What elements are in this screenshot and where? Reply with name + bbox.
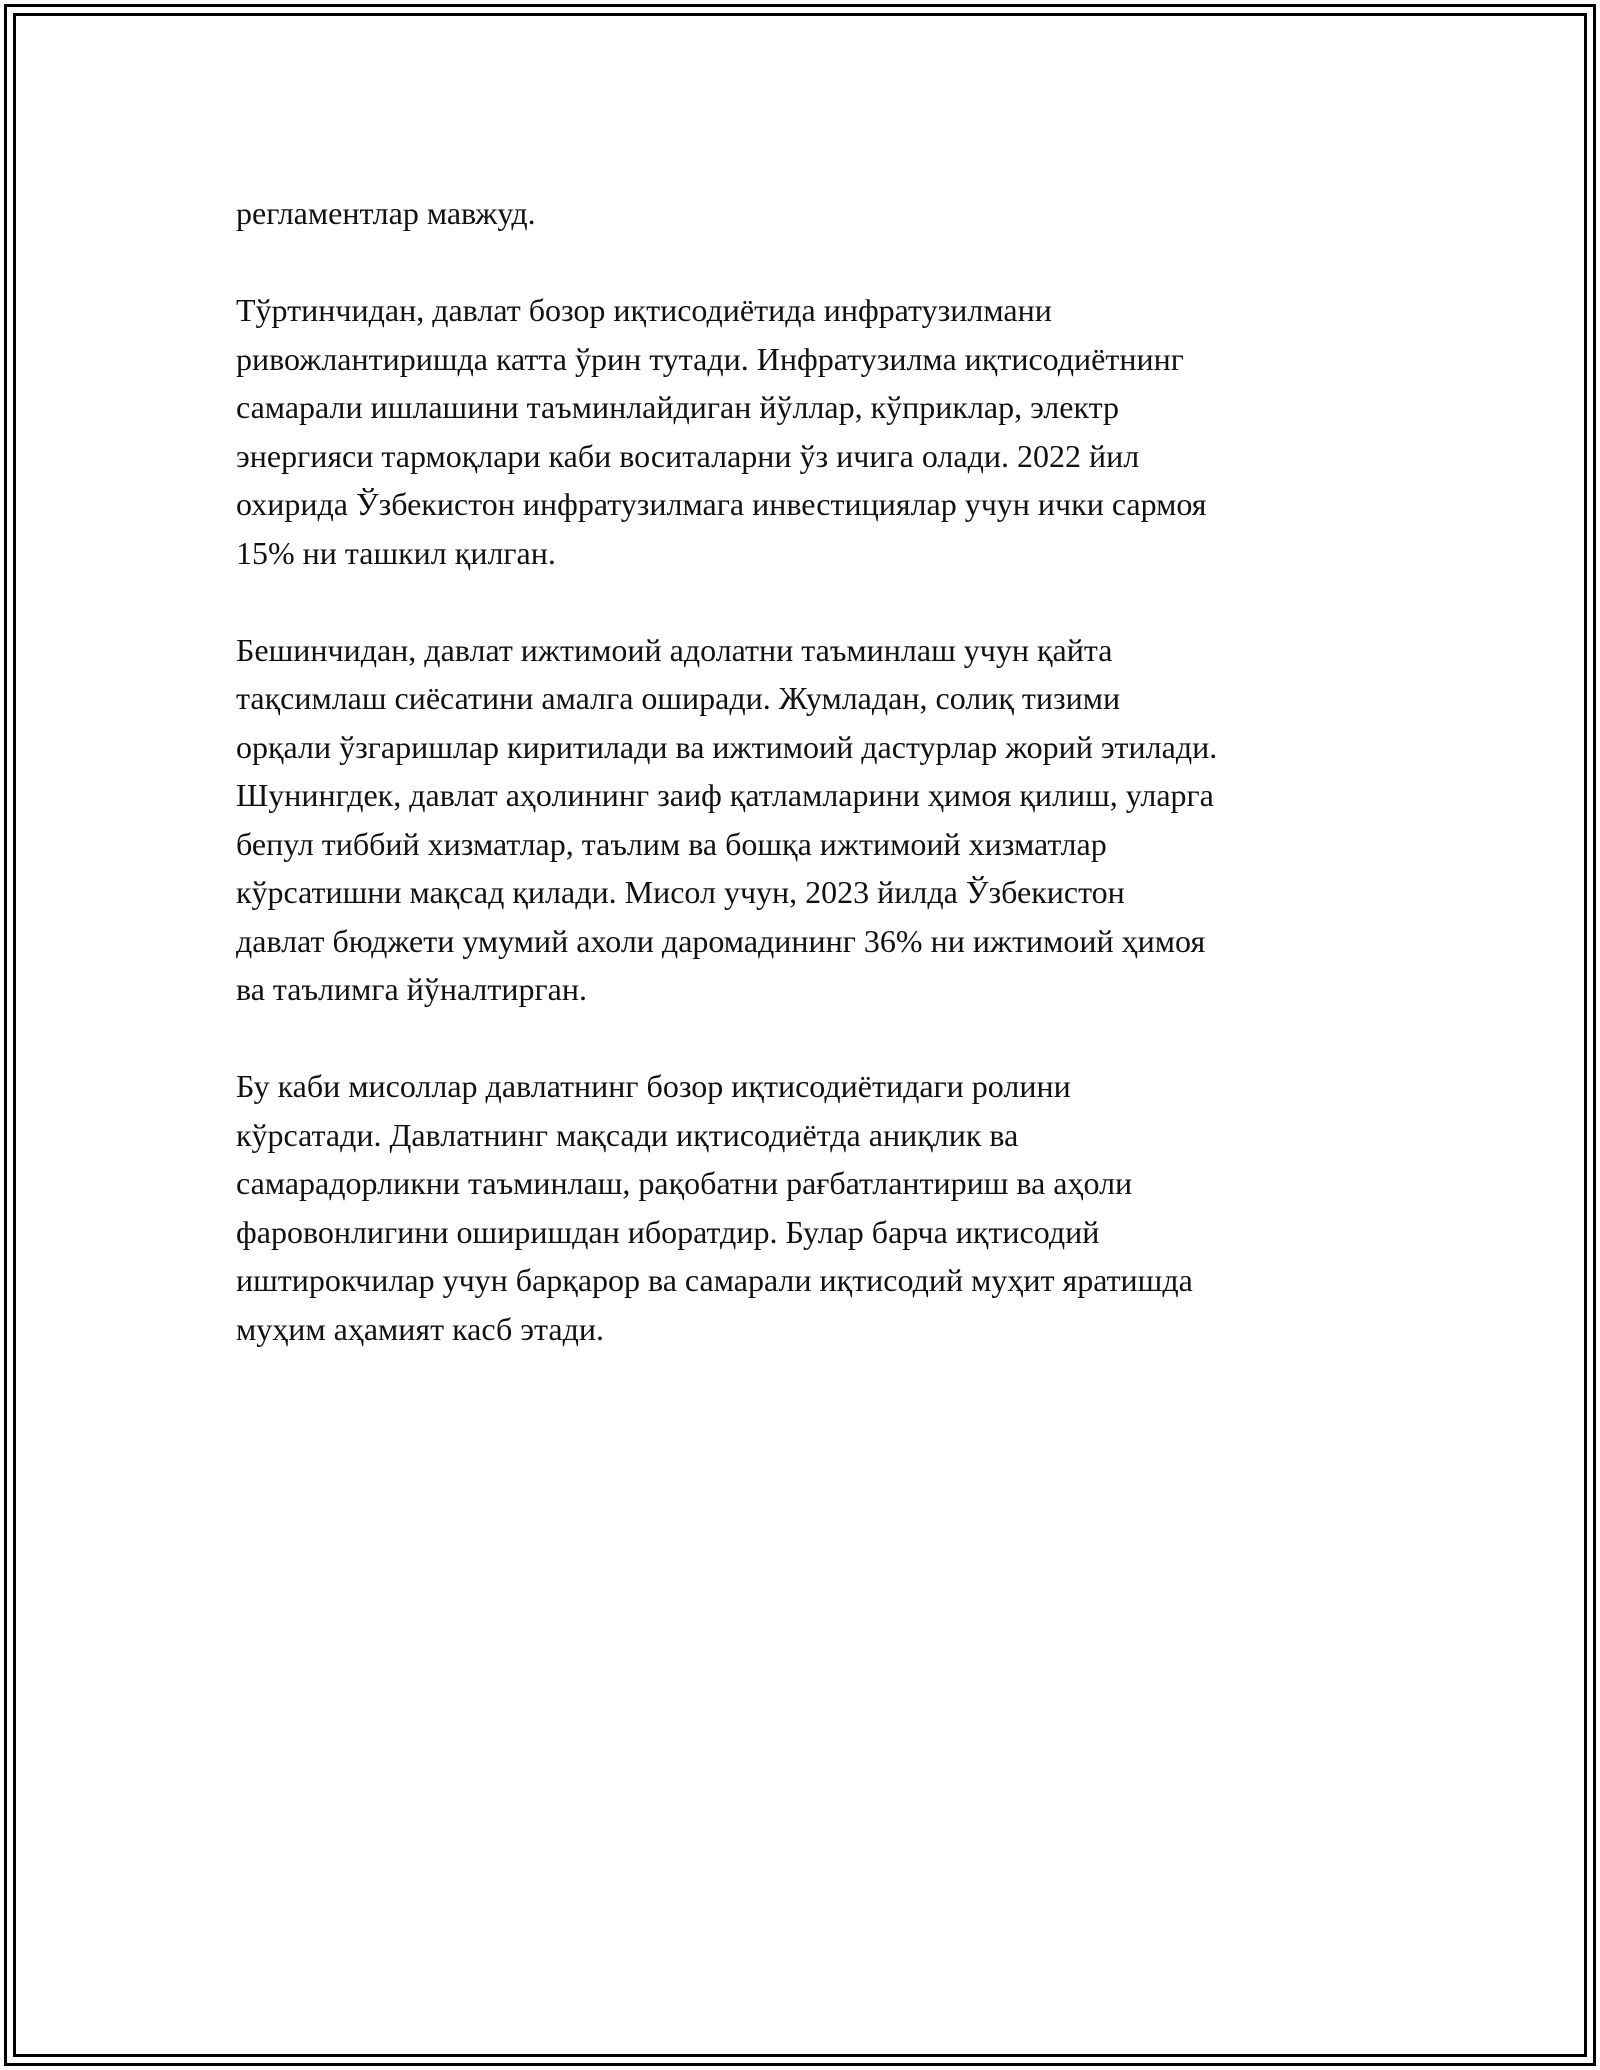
paragraph-2: [236, 286, 1386, 577]
text-line: муҳим аҳамият касб этади.: [236, 1310, 604, 1347]
paragraph-1: [236, 189, 1386, 238]
text-line: Шунингдек, давлат аҳолининг заиф қатламларини ҳимоя қилиш, уларга: [236, 777, 1214, 813]
text-line: давлат бюджети умумий ахоли даромадининг 36% ни ижтимоий ҳимоя: [236, 922, 1206, 959]
text-line: самарали ишлашини таъминлайдиган йўллар, кўприклар, электр: [236, 389, 1119, 425]
text-line: 15% ни ташкил қилган.: [236, 534, 556, 571]
text-line: Тўртинчидан, давлат бозор иқтисодиётида инфратузилмани: [236, 292, 1052, 328]
text-line: регламентлар мавжуд.: [236, 195, 536, 231]
text-line: ривожлантиришда катта ўрин тутади. Инфратузилма иқтисодиётнинг: [236, 340, 1184, 377]
text-line: фаровонлигини оширишдан иборатдир. Булар барча иқтисодий: [236, 1213, 1100, 1250]
text-line: бепул тиббий хизматлар, таълим ва бошқа ижтимоий хизматлар: [236, 825, 1107, 862]
paragraph-4: [236, 1062, 1386, 1353]
text-line: кўрсатади. Давлатнинг мақсади иқтисодиётда аниқлик ва: [236, 1116, 1019, 1153]
paragraph-3: [236, 626, 1386, 1014]
text-line: охирида Ўзбекистон инфратузилмага инвестициялар учун ички сармоя: [236, 486, 1207, 522]
text-line: иштирокчилар учун барқарор ва самарали иқтисодий муҳит яратишда: [236, 1262, 1193, 1298]
text-line: ва таълимга йўналтирган.: [236, 971, 587, 1007]
text-line: Бу каби мисоллар давлатнинг бозор иқтисодиётидаги ролини: [236, 1068, 1071, 1104]
document-body: [236, 189, 1386, 1353]
text-line: самарадорликни таъминлаш, рақобатни рағбатлантириш ва аҳоли: [236, 1165, 1133, 1201]
text-line: энергияси тармоқлари каби воситаларни ўз ичига олади. 2022 йил: [236, 437, 1140, 474]
text-line: тақсимлаш сиёсатини амалга оширади. Жумладан, солиқ тизими: [236, 680, 1121, 716]
text-line: Бешинчидан, давлат ижтимоий адолатни таъминлаш учун қайта: [236, 631, 1113, 668]
text-line: орқали ўзгаришлар киритилади ва ижтимоий дастурлар жорий этилади.: [236, 728, 1218, 765]
text-line: кўрсатишни мақсад қилади. Мисол учун, 2023 йилда Ўзбекистон: [236, 874, 1125, 910]
